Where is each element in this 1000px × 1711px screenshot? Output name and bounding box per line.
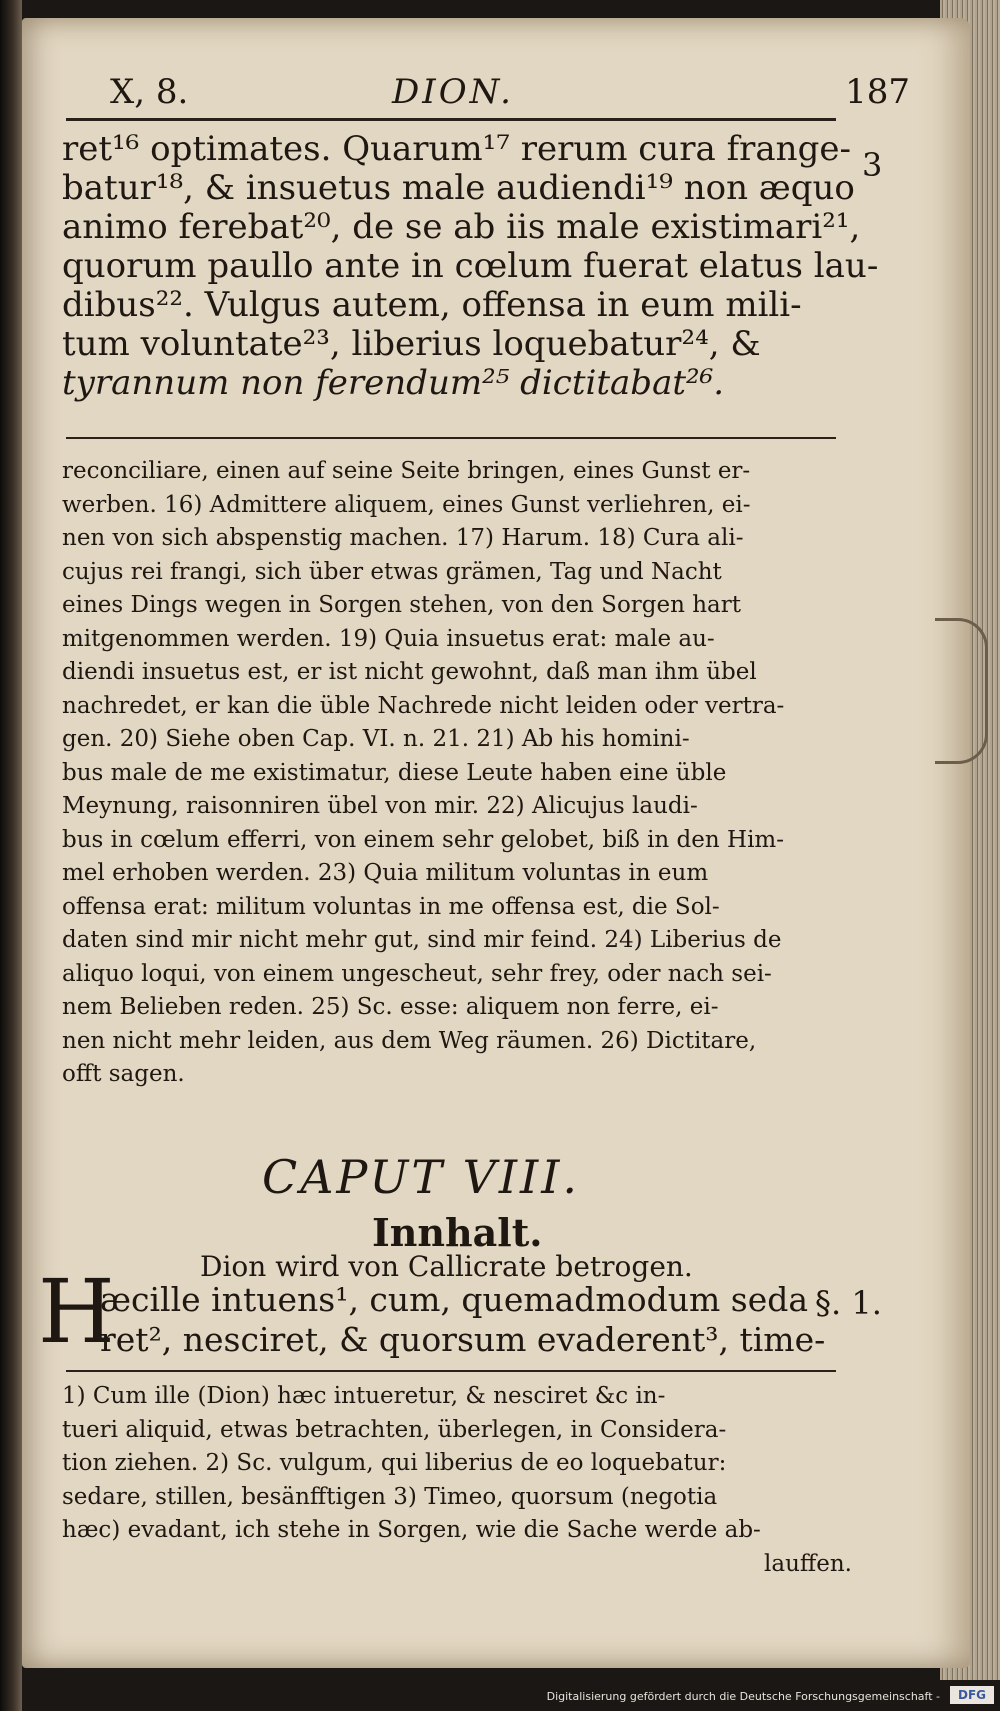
main-line: animo ferebat²⁰, de se ab iis male existimari²¹, [62,207,861,247]
section-marker: §. 1. [815,1284,882,1322]
main-line: tyrannum non ferendum²⁵ dictitabat²⁶. [62,363,725,403]
footnote-line: 1) Cum ille (Dion) hæc intueretur, & nesciret &c in- [62,1383,666,1409]
footnote-line: sedare, stillen, besänfftigen 3) Timeo, quorsum (negotia [62,1483,718,1510]
footnote-rule [66,1370,836,1372]
note-line: nem Belieben reden. 25) Sc. esse: aliquem non ferre, ei- [62,994,719,1020]
digitization-credit: Digitalisierung gefördert durch die Deutsche Forschungsgemeinschaft - [546,1690,940,1703]
main-line: ret¹⁶ optimates. Quarum¹⁷ rerum cura frange- [62,129,851,169]
note-line: bus male de me existimatur, diese Leute haben eine üble [62,759,727,786]
chapter-summary: Dion wird von Callicrate betrogen. [200,1250,693,1283]
note-line: eines Dings wegen in Sorgen stehen, von den Sorgen hart [62,592,742,618]
contents-heading: Innhalt. [372,1210,543,1255]
note-line: Meynung, raisonniren übel von mir. 22) Alicujus laudi- [62,793,698,819]
notes-rule [66,437,836,439]
dfg-logo: DFG [950,1686,994,1704]
note-line: mitgenommen werden. 19) Quia insuetus erat: male au- [62,625,715,652]
note-line: daten sind mir nicht mehr gut, sind mir feind. 24) Liberius de [62,927,782,953]
note-line: aliquo loqui, von einem ungescheut, sehr frey, oder nach sei- [62,960,772,987]
note-line: gen. 20) Siehe oben Cap. VI. n. 21. 21) Ab his homini- [62,726,690,752]
note-line: offt sagen. [62,1061,185,1087]
main-line: dibus²². Vulgus autem, offensa in eum mili- [62,285,802,325]
opening-line: ret², nesciret, & quorsum evaderent³, time- [100,1320,826,1359]
chapter-heading: CAPUT VIII. [262,1150,580,1204]
chapter-ref: X, 8. [110,72,189,112]
running-header [62,72,910,118]
running-title: DION. [392,72,514,112]
note-line: reconciliare, einen auf seine Seite bringen, eines Gunst er- [62,458,751,484]
main-text [62,129,879,403]
book-gutter [0,0,22,1711]
ribbon-tab [935,618,988,764]
note-line: werben. 16) Admittere aliquem, eines Gunst verliehren, ei- [62,491,751,518]
note-line: nen von sich abspenstig machen. 17) Harum. 18) Cura ali- [62,525,744,551]
footnote-line: tueri aliquid, etwas betrachten, überlegen, in Considera- [62,1416,727,1443]
header-rule [66,118,836,121]
drop-capital: H [38,1260,115,1363]
footnotes-block [62,1380,852,1581]
note-line: mel erhoben werden. 23) Quia militum voluntas in eum [62,860,709,886]
main-line: quorum paullo ante in cœlum fuerat elatus lau- [62,246,879,286]
note-line: diendi insuetus est, er ist nicht gewohnt, daß man ihm übel [62,659,757,685]
margin-section-number: 3 [862,146,883,184]
footnote-line: tion ziehen. 2) Sc. vulgum, qui liberius de eo loquebatur: [62,1450,727,1476]
main-line: batur¹⁸, & insuetus male audiendi¹⁹ non æquo [62,168,855,208]
footnote-line: lauffen. [764,1550,852,1577]
note-line: cujus rei frangi, sich über etwas grämen, Tag und Nacht [62,558,722,585]
page-number: 187 [845,72,910,112]
footnote-line: hæc) evadant, ich stehe in Sorgen, wie die Sache werde ab- [62,1517,761,1543]
opening-line: æcille intuens¹, cum, quemadmodum seda [100,1280,809,1319]
note-line: bus in cœlum efferri, von einem sehr gelobet, biß in den Him- [62,826,785,853]
note-line: offensa erat: militum voluntas in me offensa est, die Sol- [62,893,720,920]
note-line: nachredet, er kan die üble Nachrede nicht leiden oder vertra- [62,692,785,719]
note-line: nen nicht mehr leiden, aus dem Weg räumen. 26) Dictitare, [62,1027,757,1054]
notes-block [62,455,852,1092]
main-line: tum voluntate²³, liberius loquebatur²⁴, & [62,324,761,364]
